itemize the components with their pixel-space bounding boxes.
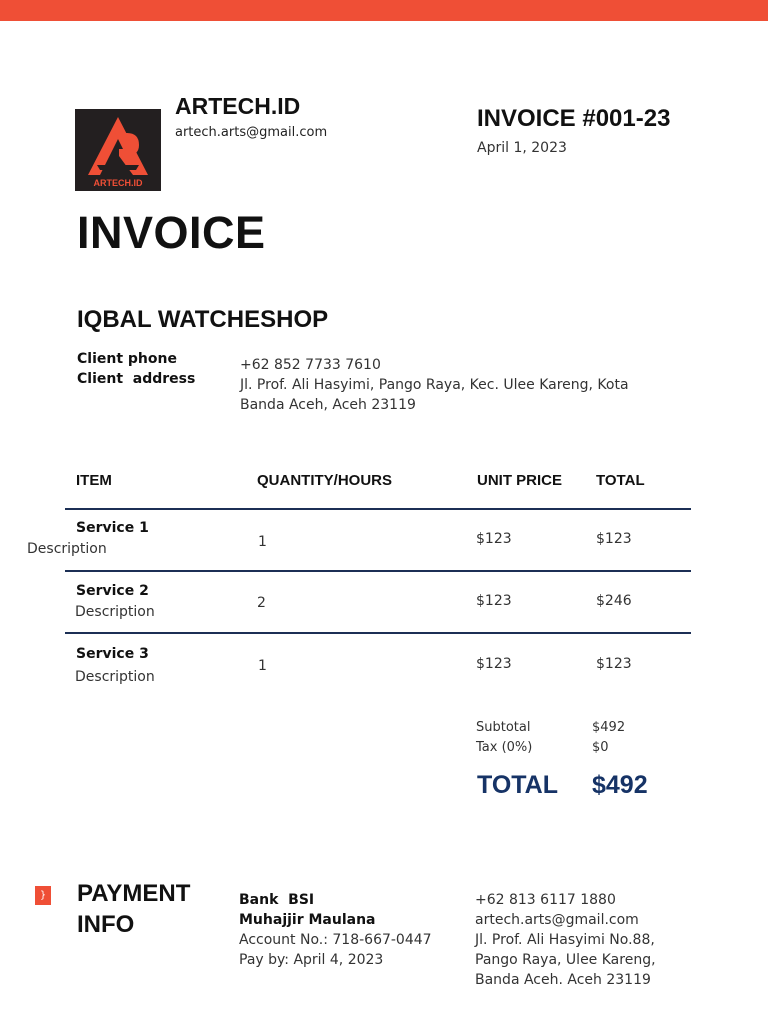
column-header-item: ITEM — [76, 472, 112, 489]
client-phone: +62 852 7733 7610 — [240, 357, 381, 373]
table-divider — [65, 508, 691, 510]
logo-mark-icon — [75, 109, 161, 191]
table-divider — [65, 570, 691, 572]
row-3-unit-price: $123 — [476, 656, 512, 672]
row-1-total: $123 — [596, 531, 632, 547]
row-3-service-name: Service 3 — [76, 646, 149, 662]
payment-contact-block — [475, 890, 656, 990]
row-2-description: Description — [75, 604, 155, 620]
contact-email: artech.arts@gmail.com — [475, 912, 639, 928]
pay-by-date: Pay by: April 4, 2023 — [239, 952, 384, 968]
payment-bank-block — [239, 890, 376, 930]
row-3-quantity: 1 — [258, 658, 267, 674]
contact-address-line3: Banda Aceh. Aceh 23119 — [475, 972, 651, 988]
row-1-quantity: 1 — [258, 534, 267, 550]
row-3-description: Description — [75, 669, 155, 685]
row-1-unit-price: $123 — [476, 531, 512, 547]
section-marker-icon: } — [35, 886, 51, 905]
table-divider — [65, 632, 691, 634]
client-address-label: Client address — [77, 371, 196, 387]
row-3-total: $123 — [596, 656, 632, 672]
payment-title-line1: PAYMENT — [77, 880, 191, 907]
column-header-quantity: QUANTITY/HOURS — [257, 472, 392, 489]
tax-label: Tax (0%) — [476, 740, 533, 755]
bank-name: Bank BSI — [239, 892, 315, 908]
payment-title-line2: INFO — [77, 911, 135, 938]
top-accent-bar — [0, 0, 768, 21]
row-1-service-name: Service 1 — [76, 520, 149, 536]
grand-total-label: TOTAL — [477, 771, 559, 799]
payment-info-title — [77, 878, 190, 940]
tax-value: $0 — [592, 740, 609, 755]
client-address-line1: Jl. Prof. Ali Hasyimi, Pango Raya, Kec. Ulee Kareng, Kota — [240, 377, 629, 393]
logo-text: ARTECH.ID — [93, 178, 143, 188]
contact-address-line2: Pango Raya, Ulee Kareng, — [475, 952, 656, 968]
row-1-description: Description — [27, 541, 107, 557]
row-2-quantity: 2 — [257, 595, 266, 611]
row-2-unit-price: $123 — [476, 593, 512, 609]
subtotal-value: $492 — [592, 720, 626, 735]
document-title: INVOICE — [77, 207, 266, 258]
column-header-unit-price: UNIT PRICE — [477, 472, 563, 489]
client-name: IQBAL WATCHESHOP — [77, 306, 329, 333]
invoice-number: INVOICE #001-23 — [477, 105, 671, 132]
row-2-total: $246 — [596, 593, 632, 609]
client-address-line2: Banda Aceh, Aceh 23119 — [240, 397, 416, 413]
invoice-date: April 1, 2023 — [477, 140, 567, 156]
grand-total-value: $492 — [592, 771, 648, 799]
column-header-total: TOTAL — [596, 472, 645, 489]
client-phone-label: Client phone — [77, 351, 177, 367]
contact-phone: +62 813 6117 1880 — [475, 892, 616, 908]
payment-account-block — [239, 930, 432, 970]
company-name: ARTECH.ID — [175, 93, 301, 119]
subtotal-label: Subtotal — [476, 720, 531, 735]
company-email: artech.arts@gmail.com — [175, 125, 328, 140]
account-number: Account No.: 718-667-0447 — [239, 932, 432, 948]
row-2-service-name: Service 2 — [76, 583, 149, 599]
contact-address-line1: Jl. Prof. Ali Hasyimi No.88, — [475, 932, 655, 948]
account-holder: Muhajjir Maulana — [239, 912, 376, 928]
company-logo — [75, 109, 161, 191]
